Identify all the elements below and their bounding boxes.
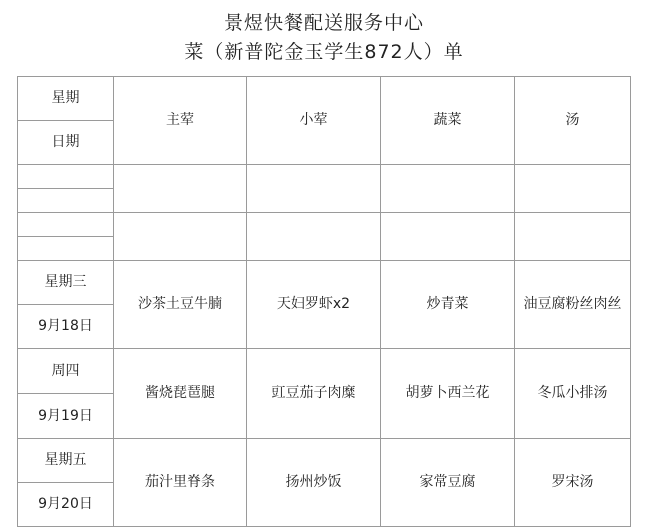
date-cell: 9月18日 — [18, 305, 114, 349]
empty-cell — [515, 165, 631, 213]
vegetable-cell: 胡萝卜西兰花 — [381, 349, 515, 439]
empty-cell — [114, 213, 247, 261]
side-dish-cell: 天妇罗虾x2 — [247, 261, 381, 349]
side-dish-cell: 扬州炒饭 — [247, 439, 381, 527]
center-name-title: 景煜快餐配送服务中心 — [223, 12, 424, 34]
vegetable-cell: 炒青菜 — [381, 261, 515, 349]
empty-cell — [381, 165, 515, 213]
weekday-cell: 星期五 — [18, 439, 114, 483]
weekday-cell: 周四 — [18, 349, 114, 394]
main-dish-cell: 酱烧琵琶腿 — [114, 349, 247, 439]
weekday-cell: 星期三 — [18, 261, 114, 305]
empty-cell — [247, 165, 381, 213]
soup-cell: 冬瓜小排汤 — [515, 349, 631, 439]
date-header-cell: 日期 — [18, 121, 114, 165]
weekday-header-cell: 星期 — [18, 77, 114, 121]
menu-title: 菜（新普陀金玉学生872人）单 — [184, 41, 464, 63]
empty-cell — [18, 189, 114, 213]
soup-cell: 罗宋汤 — [515, 439, 631, 527]
side-dish-header: 小荤 — [247, 77, 381, 165]
empty-cell — [247, 213, 381, 261]
empty-cell — [18, 165, 114, 189]
date-cell: 9月20日 — [18, 483, 114, 527]
vegetable-header: 蔬菜 — [381, 77, 515, 165]
main-dish-cell: 茄汁里脊条 — [114, 439, 247, 527]
empty-cell — [18, 237, 114, 261]
main-dish-header: 主荤 — [114, 77, 247, 165]
soup-header: 汤 — [515, 77, 631, 165]
side-dish-cell: 豇豆茄子肉糜 — [247, 349, 381, 439]
empty-cell — [18, 213, 114, 237]
soup-cell: 油豆腐粉丝肉丝 — [515, 261, 631, 349]
date-cell: 9月19日 — [18, 394, 114, 439]
main-dish-cell: 沙茶土豆牛腩 — [114, 261, 247, 349]
empty-cell — [381, 213, 515, 261]
empty-cell — [515, 213, 631, 261]
vegetable-cell: 家常豆腐 — [381, 439, 515, 527]
menu-table — [17, 76, 631, 527]
empty-cell — [114, 165, 247, 213]
